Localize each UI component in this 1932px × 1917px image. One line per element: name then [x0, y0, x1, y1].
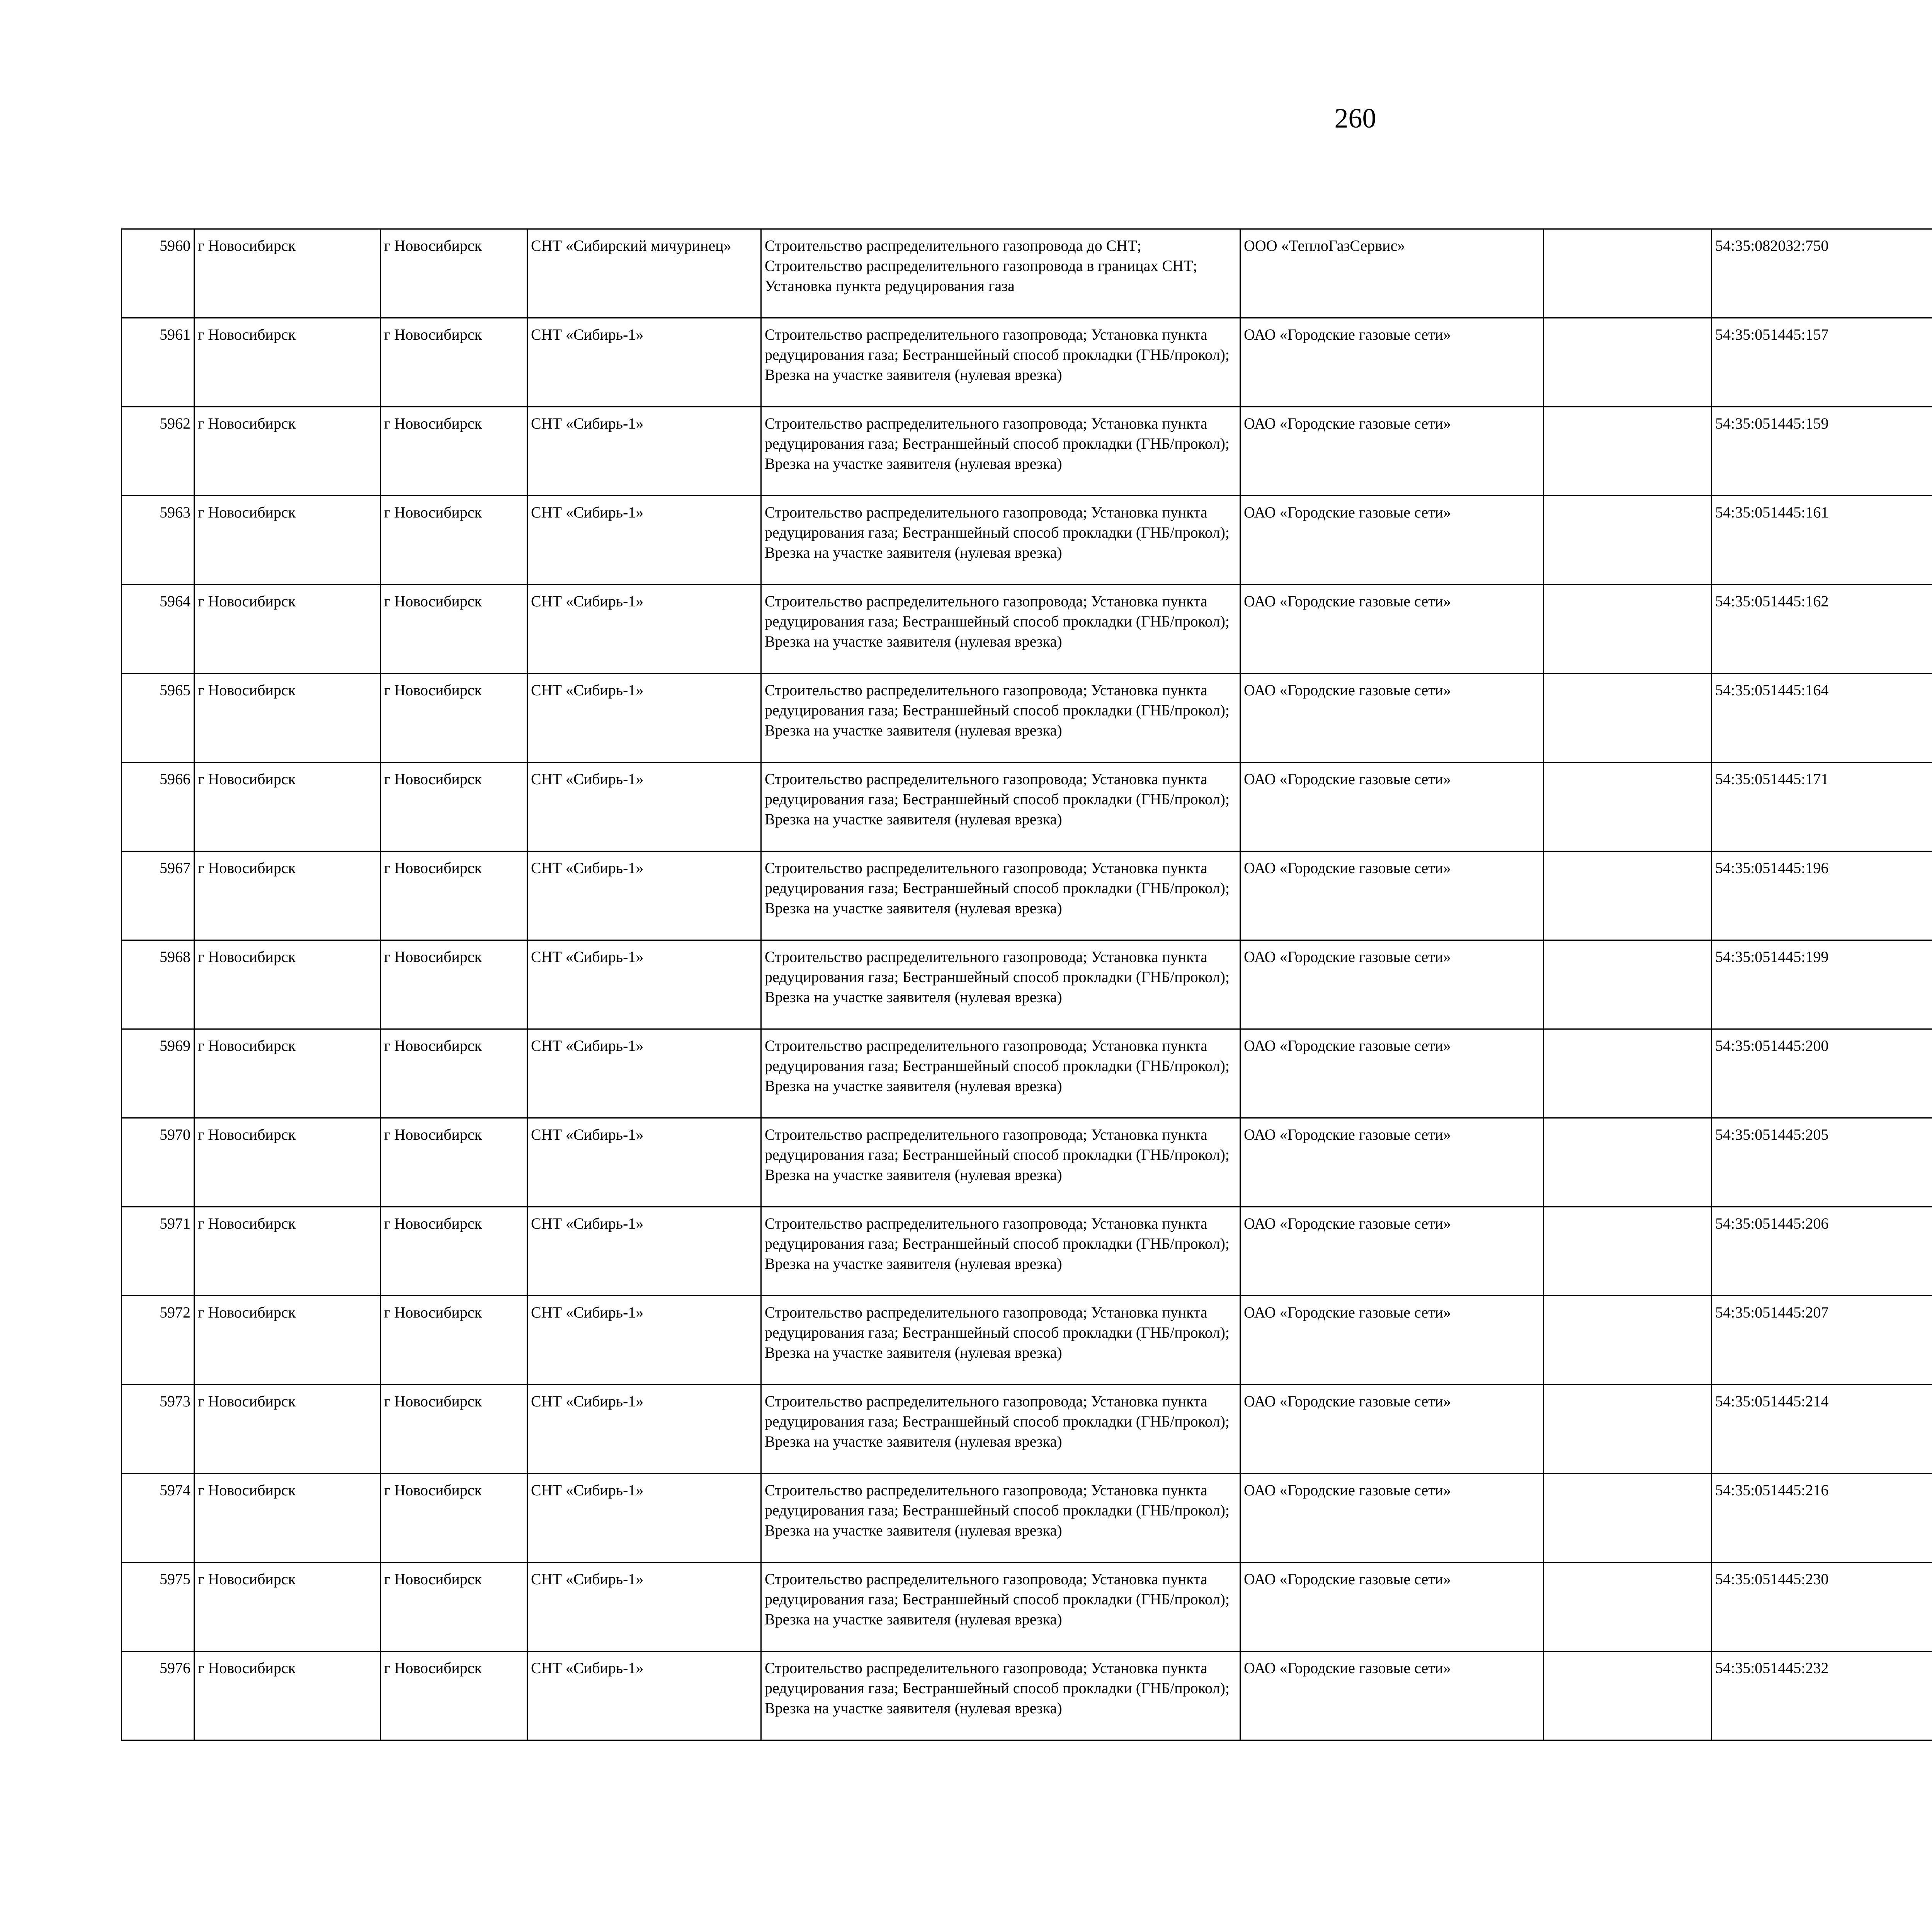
works-cell: Строительство распределительного газопровода; Установка пункта редуцирования газа; Бестраншейный способ прокладки (ГНБ/прокол); Врезка на участке заявителя (нулевая врезка) [761, 496, 1240, 585]
cadastral-number-cell: 54:35:051445:196 [1712, 851, 1932, 940]
organization-cell: ОАО «Городские газовые сети» [1240, 674, 1544, 763]
table-row [122, 1029, 1932, 1118]
locality-cell: г Новосибирск [381, 407, 527, 496]
empty-cell [1544, 407, 1712, 496]
district-cell: г Новосибирск [194, 1029, 381, 1118]
organization-cell: ООО «ТеплоГазСервис» [1240, 229, 1544, 318]
empty-cell [1544, 1474, 1712, 1563]
table-row [122, 763, 1932, 851]
row-number-cell: 5965 [122, 674, 194, 763]
organization-cell: ОАО «Городские газовые сети» [1240, 940, 1544, 1029]
district-cell: г Новосибирск [194, 1207, 381, 1296]
locality-cell: г Новосибирск [381, 1207, 527, 1296]
cadastral-number-cell: 54:35:051445:205 [1712, 1118, 1932, 1207]
table-row [122, 851, 1932, 940]
organization-cell: ОАО «Городские газовые сети» [1240, 1651, 1544, 1740]
object-cell: СНТ «Сибирь-1» [527, 674, 761, 763]
object-cell: СНТ «Сибирь-1» [527, 1474, 761, 1563]
works-cell: Строительство распределительного газопровода; Установка пункта редуцирования газа; Бестраншейный способ прокладки (ГНБ/прокол); Врезка на участке заявителя (нулевая врезка) [761, 585, 1240, 674]
empty-cell [1544, 1207, 1712, 1296]
locality-cell: г Новосибирск [381, 763, 527, 851]
works-cell: Строительство распределительного газопровода; Установка пункта редуцирования газа; Бестраншейный способ прокладки (ГНБ/прокол); Врезка на участке заявителя (нулевая врезка) [761, 1296, 1240, 1385]
table-row [122, 940, 1932, 1029]
cadastral-number-cell: 54:35:051445:159 [1712, 407, 1932, 496]
row-number-cell: 5969 [122, 1029, 194, 1118]
locality-cell: г Новосибирск [381, 674, 527, 763]
object-cell: СНТ «Сибирь-1» [527, 1385, 761, 1474]
works-cell: Строительство распределительного газопровода; Установка пункта редуцирования газа; Бестраншейный способ прокладки (ГНБ/прокол); Врезка на участке заявителя (нулевая врезка) [761, 851, 1240, 940]
cadastral-number-cell: 54:35:051445:232 [1712, 1651, 1932, 1740]
organization-cell: ОАО «Городские газовые сети» [1240, 763, 1544, 851]
works-cell: Строительство распределительного газопровода; Установка пункта редуцирования газа; Бестраншейный способ прокладки (ГНБ/прокол); Врезка на участке заявителя (нулевая врезка) [761, 1207, 1240, 1296]
object-cell: СНТ «Сибирь-1» [527, 407, 761, 496]
cadastral-number-cell: 54:35:051445:171 [1712, 763, 1932, 851]
cadastral-number-cell: 54:35:051445:207 [1712, 1296, 1932, 1385]
object-cell: СНТ «Сибирь-1» [527, 1296, 761, 1385]
locality-cell: г Новосибирск [381, 940, 527, 1029]
row-number-cell: 5974 [122, 1474, 194, 1563]
row-number-cell: 5975 [122, 1563, 194, 1651]
empty-cell [1544, 1651, 1712, 1740]
works-cell: Строительство распределительного газопровода; Установка пункта редуцирования газа; Бестраншейный способ прокладки (ГНБ/прокол); Врезка на участке заявителя (нулевая врезка) [761, 940, 1240, 1029]
row-number-cell: 5971 [122, 1207, 194, 1296]
organization-cell: ОАО «Городские газовые сети» [1240, 1385, 1544, 1474]
table-row [122, 1474, 1932, 1563]
locality-cell: г Новосибирск [381, 1651, 527, 1740]
cadastral-number-cell: 54:35:051445:230 [1712, 1563, 1932, 1651]
table-row [122, 585, 1932, 674]
locality-cell: г Новосибирск [381, 1385, 527, 1474]
organization-cell: ОАО «Городские газовые сети» [1240, 496, 1544, 585]
row-number-cell: 5960 [122, 229, 194, 318]
row-number-cell: 5972 [122, 1296, 194, 1385]
organization-cell: ОАО «Городские газовые сети» [1240, 851, 1544, 940]
organization-cell: ОАО «Городские газовые сети» [1240, 1029, 1544, 1118]
cadastral-number-cell: 54:35:051445:162 [1712, 585, 1932, 674]
works-cell: Строительство распределительного газопровода; Установка пункта редуцирования газа; Бестраншейный способ прокладки (ГНБ/прокол); Врезка на участке заявителя (нулевая врезка) [761, 763, 1240, 851]
empty-cell [1544, 496, 1712, 585]
row-number-cell: 5961 [122, 318, 194, 407]
works-cell: Строительство распределительного газопровода; Установка пункта редуцирования газа; Бестраншейный способ прокладки (ГНБ/прокол); Врезка на участке заявителя (нулевая врезка) [761, 407, 1240, 496]
organization-cell: ОАО «Городские газовые сети» [1240, 1296, 1544, 1385]
works-cell: Строительство распределительного газопровода; Установка пункта редуцирования газа; Бестраншейный способ прокладки (ГНБ/прокол); Врезка на участке заявителя (нулевая врезка) [761, 1385, 1240, 1474]
table-row [122, 674, 1932, 763]
works-cell: Строительство распределительного газопровода до СНТ; Строительство распределительного газопровода в границах СНТ; Установка пункта редуцирования газа [761, 229, 1240, 318]
locality-cell: г Новосибирск [381, 1029, 527, 1118]
empty-cell [1544, 1029, 1712, 1118]
works-cell: Строительство распределительного газопровода; Установка пункта редуцирования газа; Бестраншейный способ прокладки (ГНБ/прокол); Врезка на участке заявителя (нулевая врезка) [761, 318, 1240, 407]
table-row [122, 1118, 1932, 1207]
table-body [122, 229, 1932, 1740]
cadastral-number-cell: 54:35:051445:206 [1712, 1207, 1932, 1296]
row-number-cell: 5968 [122, 940, 194, 1029]
district-cell: г Новосибирск [194, 407, 381, 496]
empty-cell [1544, 1296, 1712, 1385]
row-number-cell: 5970 [122, 1118, 194, 1207]
row-number-cell: 5967 [122, 851, 194, 940]
works-cell: Строительство распределительного газопровода; Установка пункта редуцирования газа; Бестраншейный способ прокладки (ГНБ/прокол); Врезка на участке заявителя (нулевая врезка) [761, 1118, 1240, 1207]
district-cell: г Новосибирск [194, 851, 381, 940]
cadastral-number-cell: 54:35:051445:164 [1712, 674, 1932, 763]
organization-cell: ОАО «Городские газовые сети» [1240, 1474, 1544, 1563]
empty-cell [1544, 674, 1712, 763]
empty-cell [1544, 940, 1712, 1029]
district-cell: г Новосибирск [194, 763, 381, 851]
table-row [122, 1296, 1932, 1385]
district-cell: г Новосибирск [194, 1118, 381, 1207]
empty-cell [1544, 851, 1712, 940]
cadastral-number-cell: 54:35:051445:200 [1712, 1029, 1932, 1118]
cadastral-number-cell: 54:35:051445:161 [1712, 496, 1932, 585]
row-number-cell: 5964 [122, 585, 194, 674]
locality-cell: г Новосибирск [381, 1296, 527, 1385]
works-cell: Строительство распределительного газопровода; Установка пункта редуцирования газа; Бестраншейный способ прокладки (ГНБ/прокол); Врезка на участке заявителя (нулевая врезка) [761, 1563, 1240, 1651]
district-cell: г Новосибирск [194, 318, 381, 407]
works-cell: Строительство распределительного газопровода; Установка пункта редуцирования газа; Бестраншейный способ прокладки (ГНБ/прокол); Врезка на участке заявителя (нулевая врезка) [761, 1651, 1240, 1740]
locality-cell: г Новосибирск [381, 1474, 527, 1563]
district-cell: г Новосибирск [194, 1474, 381, 1563]
row-number-cell: 5962 [122, 407, 194, 496]
organization-cell: ОАО «Городские газовые сети» [1240, 585, 1544, 674]
empty-cell [1544, 763, 1712, 851]
district-cell: г Новосибирск [194, 1385, 381, 1474]
row-number-cell: 5963 [122, 496, 194, 585]
cadastral-number-cell: 54:35:051445:216 [1712, 1474, 1932, 1563]
empty-cell [1544, 1563, 1712, 1651]
district-cell: г Новосибирск [194, 940, 381, 1029]
organization-cell: ОАО «Городские газовые сети» [1240, 1207, 1544, 1296]
object-cell: СНТ «Сибирь-1» [527, 496, 761, 585]
table-row [122, 318, 1932, 407]
organization-cell: ОАО «Городские газовые сети» [1240, 1563, 1544, 1651]
object-cell: СНТ «Сибирь-1» [527, 318, 761, 407]
empty-cell [1544, 585, 1712, 674]
empty-cell [1544, 1385, 1712, 1474]
locality-cell: г Новосибирск [381, 851, 527, 940]
row-number-cell: 5973 [122, 1385, 194, 1474]
district-cell: г Новосибирск [194, 674, 381, 763]
district-cell: г Новосибирск [194, 1563, 381, 1651]
object-cell: СНТ «Сибирь-1» [527, 851, 761, 940]
empty-cell [1544, 318, 1712, 407]
district-cell: г Новосибирск [194, 1651, 381, 1740]
locality-cell: г Новосибирск [381, 1563, 527, 1651]
works-cell: Строительство распределительного газопровода; Установка пункта редуцирования газа; Бестраншейный способ прокладки (ГНБ/прокол); Врезка на участке заявителя (нулевая врезка) [761, 1029, 1240, 1118]
cadastral-number-cell: 54:35:082032:750 [1712, 229, 1932, 318]
object-cell: СНТ «Сибирь-1» [527, 763, 761, 851]
locality-cell: г Новосибирск [381, 318, 527, 407]
empty-cell [1544, 229, 1712, 318]
table-row [122, 407, 1932, 496]
district-cell: г Новосибирск [194, 1296, 381, 1385]
table-row [122, 1651, 1932, 1740]
table-row [122, 229, 1932, 318]
object-cell: СНТ «Сибирь-1» [527, 585, 761, 674]
district-cell: г Новосибирск [194, 585, 381, 674]
table-row [122, 1385, 1932, 1474]
locality-cell: г Новосибирск [381, 1118, 527, 1207]
object-cell: СНТ «Сибирь-1» [527, 1207, 761, 1296]
empty-cell [1544, 1118, 1712, 1207]
object-cell: СНТ «Сибирь-1» [527, 1563, 761, 1651]
works-cell: Строительство распределительного газопровода; Установка пункта редуцирования газа; Бестраншейный способ прокладки (ГНБ/прокол); Врезка на участке заявителя (нулевая врезка) [761, 1474, 1240, 1563]
locality-cell: г Новосибирск [381, 585, 527, 674]
district-cell: г Новосибирск [194, 229, 381, 318]
row-number-cell: 5966 [122, 763, 194, 851]
object-cell: СНТ «Сибирь-1» [527, 1118, 761, 1207]
district-cell: г Новосибирск [194, 496, 381, 585]
cadastral-number-cell: 54:35:051445:199 [1712, 940, 1932, 1029]
row-number-cell: 5976 [122, 1651, 194, 1740]
page-number: 260 [1334, 103, 1376, 134]
table-row [122, 496, 1932, 585]
gasification-table [121, 228, 1932, 1741]
cadastral-number-cell: 54:35:051445:157 [1712, 318, 1932, 407]
cadastral-number-cell: 54:35:051445:214 [1712, 1385, 1932, 1474]
organization-cell: ОАО «Городские газовые сети» [1240, 1118, 1544, 1207]
object-cell: СНТ «Сибирский мичуринец» [527, 229, 761, 318]
organization-cell: ОАО «Городские газовые сети» [1240, 407, 1544, 496]
locality-cell: г Новосибирск [381, 496, 527, 585]
table-row [122, 1207, 1932, 1296]
object-cell: СНТ «Сибирь-1» [527, 940, 761, 1029]
locality-cell: г Новосибирск [381, 229, 527, 318]
object-cell: СНТ «Сибирь-1» [527, 1029, 761, 1118]
organization-cell: ОАО «Городские газовые сети» [1240, 318, 1544, 407]
table-row [122, 1563, 1932, 1651]
object-cell: СНТ «Сибирь-1» [527, 1651, 761, 1740]
works-cell: Строительство распределительного газопровода; Установка пункта редуцирования газа; Бестраншейный способ прокладки (ГНБ/прокол); Врезка на участке заявителя (нулевая врезка) [761, 674, 1240, 763]
